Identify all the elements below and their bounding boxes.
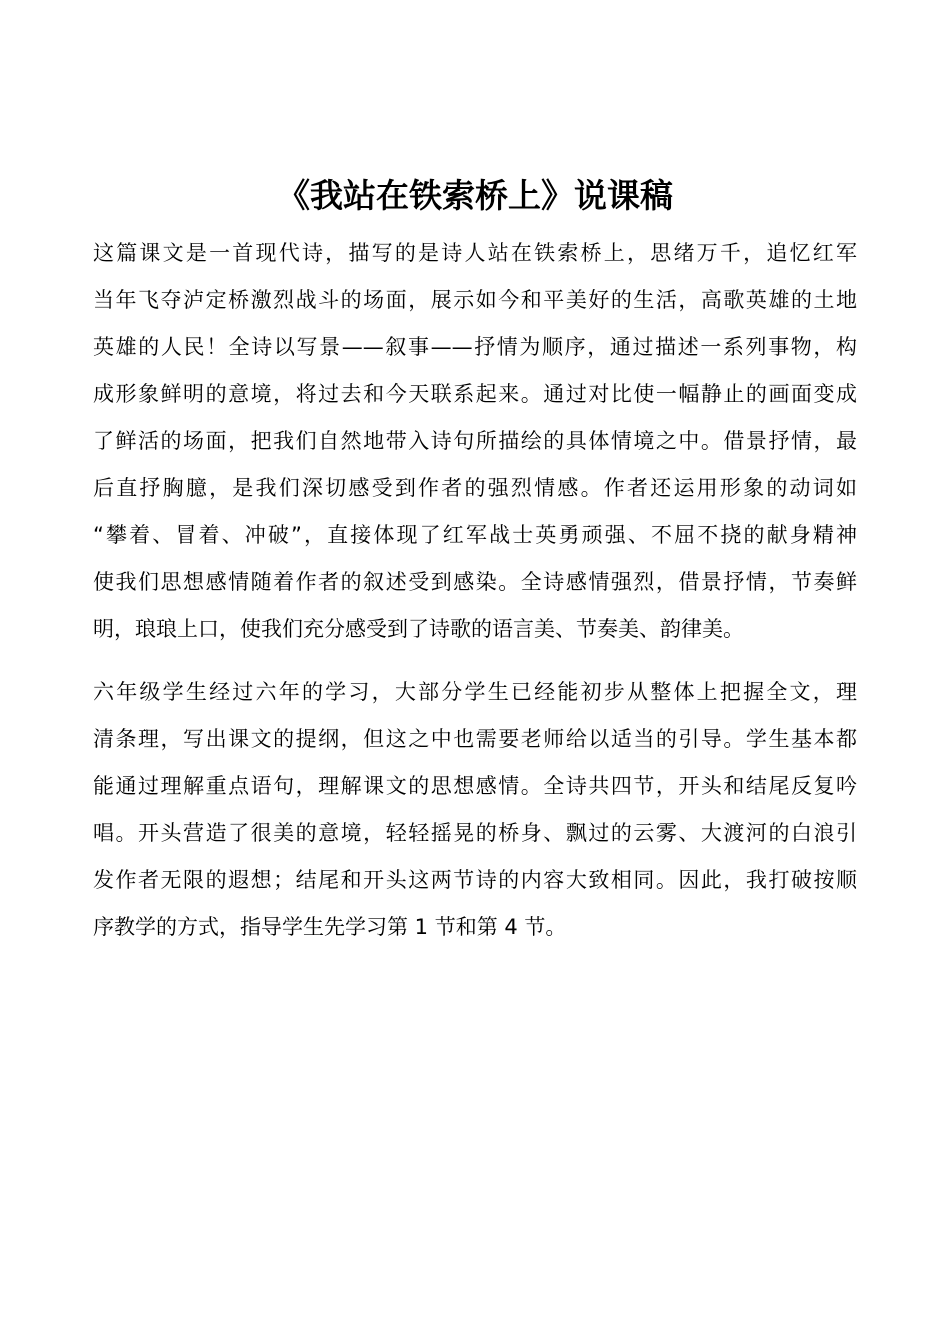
paragraph-1-line-2: 当年飞夺泸定桥激烈战斗的场面，展示如今和平美好的生活，高歌英雄的土地	[93, 288, 857, 312]
paragraph-1-line-5: 了鲜活的场面，把我们自然地带入诗句所描绘的具体情境之中。借景抒情，最	[93, 429, 857, 453]
paragraph-1-line-4: 成形象鲜明的意境，将过去和今天联系起来。通过对比使一幅静止的画面变成	[93, 382, 857, 406]
paragraph-1-line-7: “攀着、冒着、冲破”，直接体现了红军战士英勇顽强、不屈不挠的献身精神	[93, 523, 857, 547]
paragraph-2-line-1: 六年级学生经过六年的学习，大部分学生已经能初步从整体上把握全文，理	[93, 680, 857, 704]
paragraph-2-line-5: 发作者无限的遐想；结尾和开头这两节诗的内容大致相同。因此，我打破按顺	[93, 868, 857, 892]
paragraph-1-line-3: 英雄的人民！全诗以写景——叙事——抒情为顺序，通过描述一系列事物，构	[93, 335, 857, 359]
paragraph-1-line-6: 后直抒胸臆，是我们深切感受到作者的强烈情感。作者还运用形象的动词如	[93, 476, 857, 500]
paragraph-2-line-3: 能通过理解重点语句，理解课文的思想感情。全诗共四节，开头和结尾反复吟	[93, 774, 857, 798]
paragraph-2-line-2: 清条理，写出课文的提纲，但这之中也需要老师给以适当的引导。学生基本都	[93, 727, 857, 751]
page-title: 《我站在铁索桥上》说课稿	[277, 176, 673, 216]
paragraph-1-line-9: 明，琅琅上口，使我们充分感受到了诗歌的语言美、节奏美、韵律美。	[93, 617, 744, 641]
paragraph-2-line-4: 唱。开头营造了很美的意境，轻轻摇晃的桥身、飘过的云雾、大渡河的白浪引	[93, 821, 857, 845]
paragraph-1-line-1: 这篇课文是一首现代诗，描写的是诗人站在铁索桥上，思绪万千，追忆红军	[93, 241, 857, 265]
paragraph-1-line-8: 使我们思想感情随着作者的叙述受到感染。全诗感情强烈，借景抒情，节奏鲜	[93, 570, 857, 594]
paragraph-2-line-6: 序教学的方式，指导学生先学习第 1 节和第 4 节。	[93, 915, 567, 939]
